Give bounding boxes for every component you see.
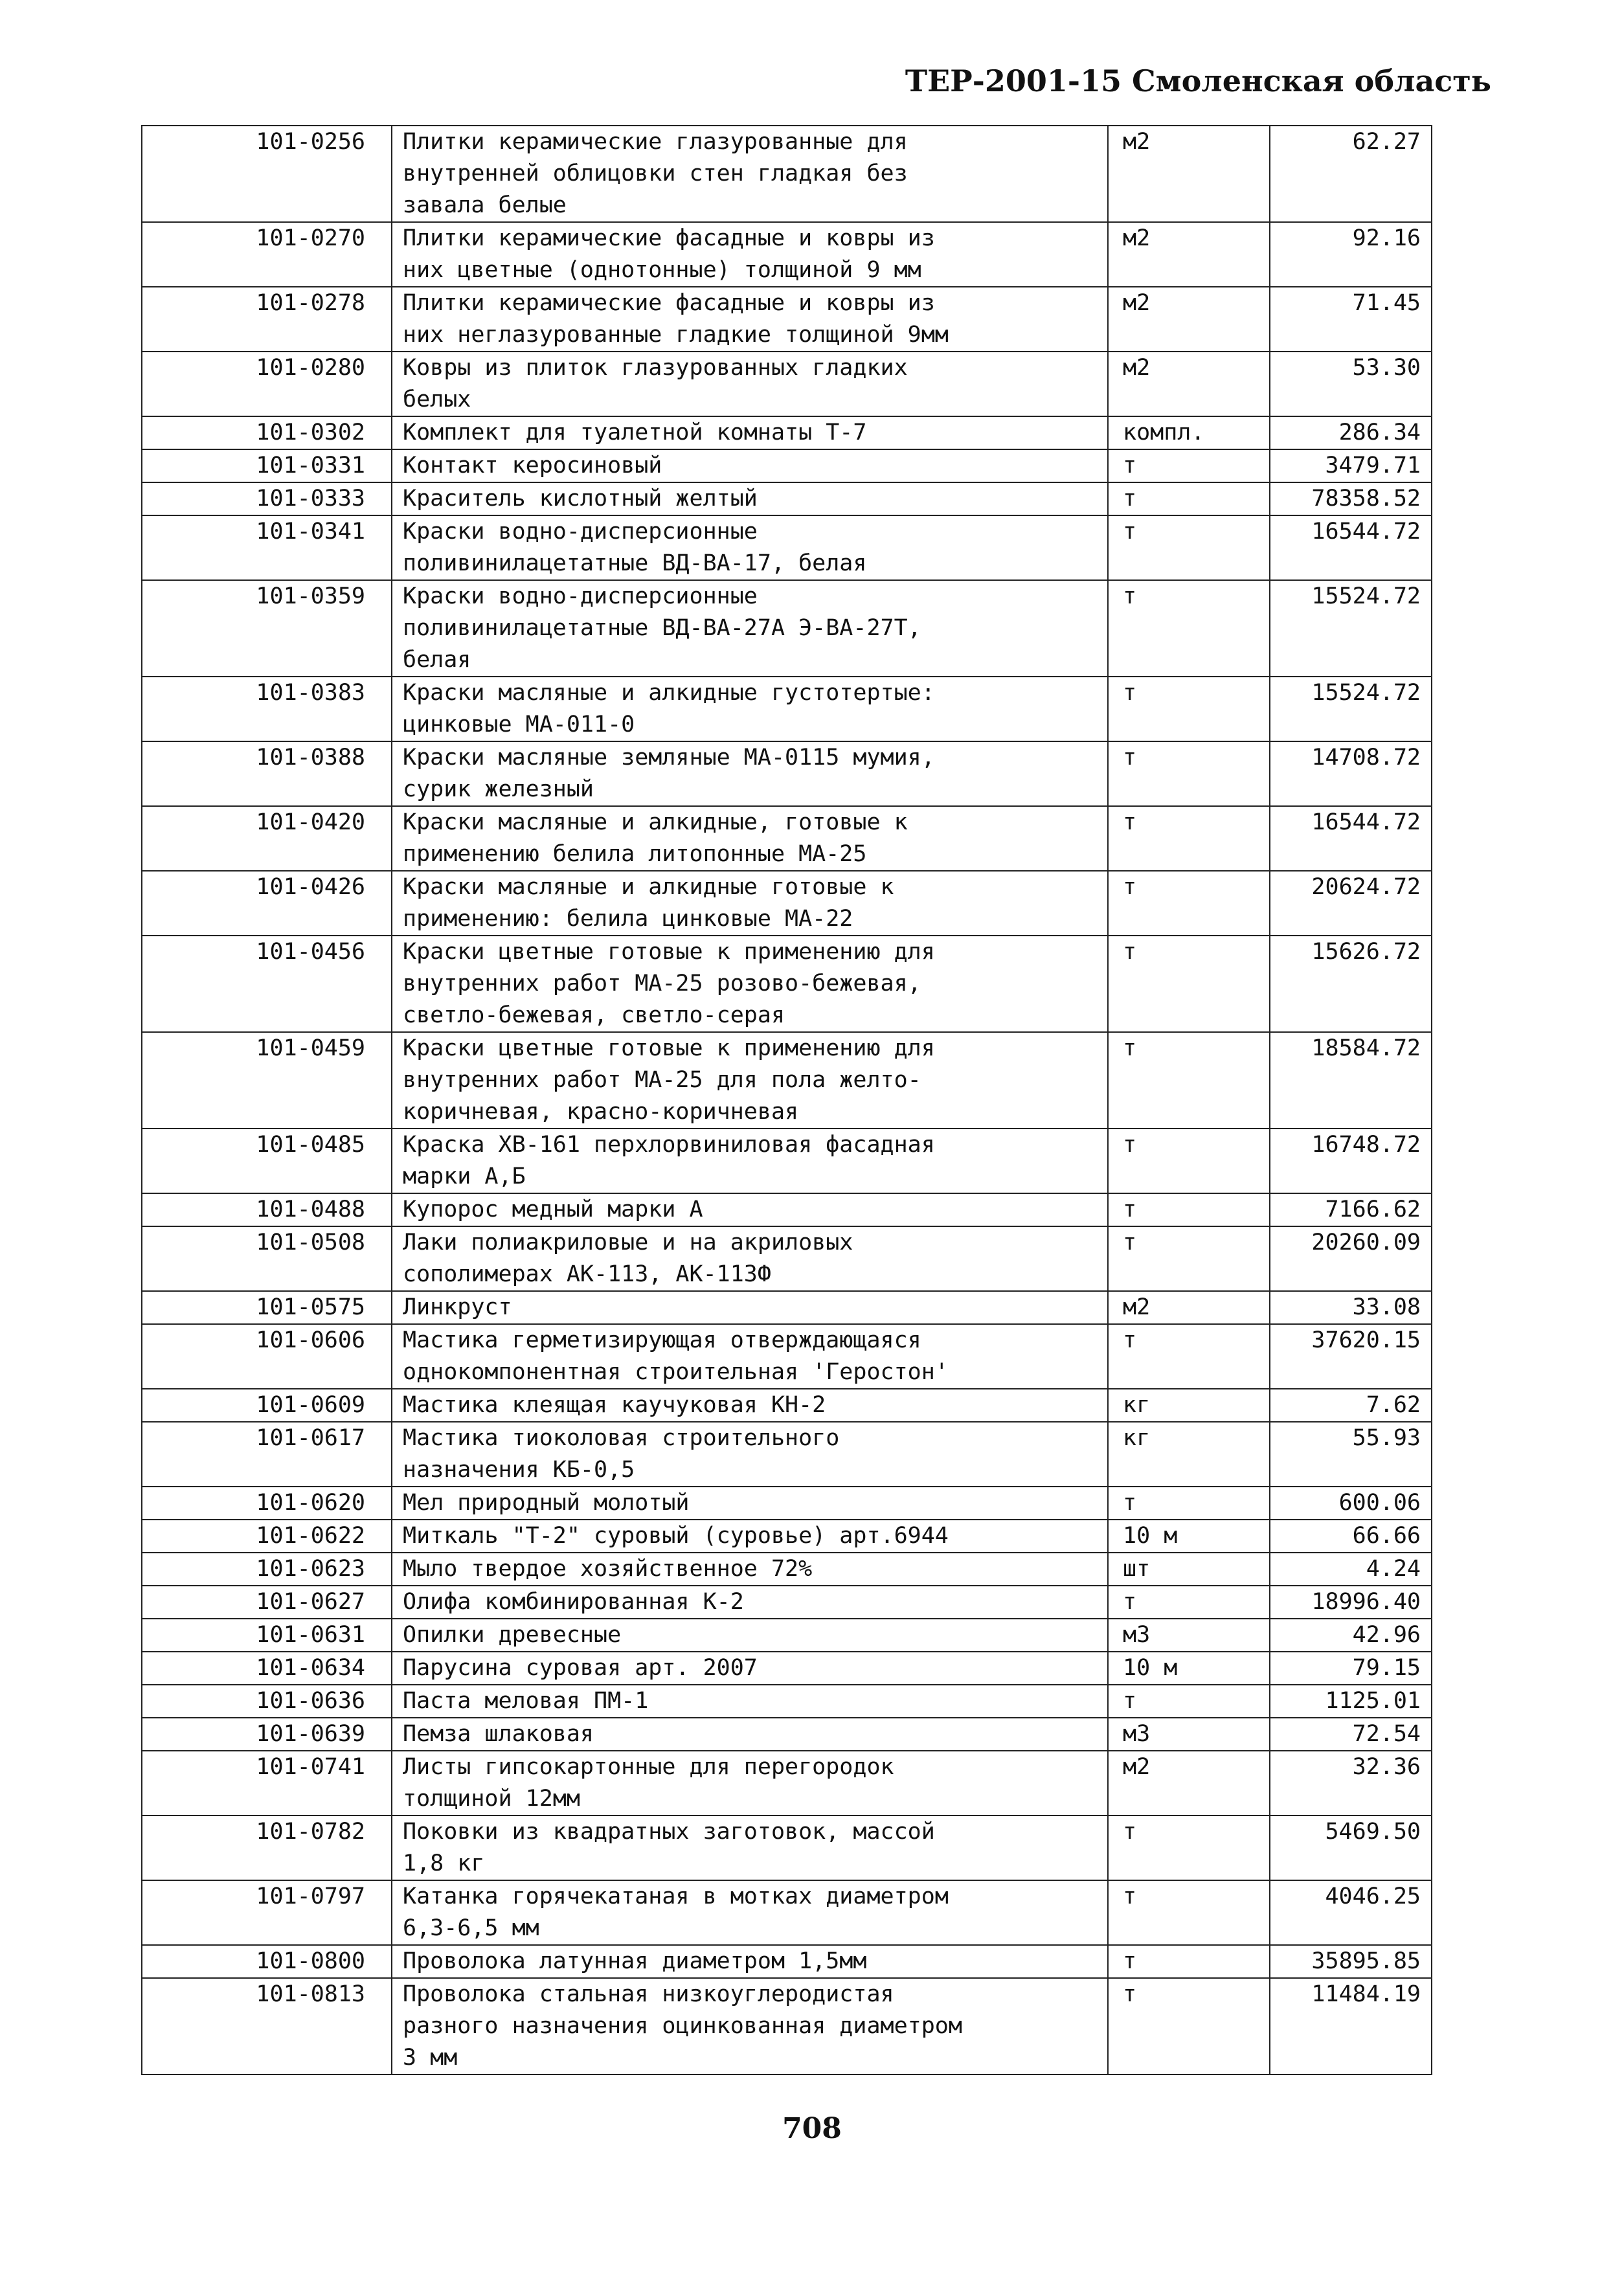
- name-cell: Проволока стальная низкоуглеродистая разного назначения оцинкованная диаметром 3 мм: [392, 1978, 1108, 2075]
- code-cell: 101-0280: [142, 352, 392, 416]
- code-cell: 101-0456: [142, 936, 392, 1032]
- code-cell: 101-0420: [142, 806, 392, 871]
- unit-cell: т: [1108, 1945, 1270, 1978]
- name-cell: Миткаль "Т-2" суровый (суровье) арт.6944: [392, 1520, 1108, 1553]
- code-cell: 101-0609: [142, 1389, 392, 1422]
- unit-cell: м2: [1108, 222, 1270, 287]
- table-row: [142, 1718, 1432, 1751]
- unit-cell: м3: [1108, 1718, 1270, 1751]
- price-cell: 92.16: [1270, 222, 1432, 287]
- table-row: [142, 871, 1432, 936]
- price-cell: 11484.19: [1270, 1978, 1432, 2075]
- name-cell: Комплект для туалетной комнаты Т-7: [392, 416, 1108, 449]
- code-cell: 101-0383: [142, 677, 392, 741]
- price-cell: 3479.71: [1270, 449, 1432, 482]
- code-cell: 101-0426: [142, 871, 392, 936]
- price-cell: 42.96: [1270, 1619, 1432, 1652]
- table-row: [142, 416, 1432, 449]
- table-row: [142, 126, 1432, 222]
- unit-cell: т: [1108, 1978, 1270, 2075]
- name-cell: Парусина суровая арт. 2007: [392, 1652, 1108, 1685]
- table-row: [142, 1487, 1432, 1520]
- unit-cell: т: [1108, 871, 1270, 936]
- name-cell: Лаки полиакриловые и на акриловых сополимерах АК-113, АК-113Ф: [392, 1226, 1108, 1291]
- table-row: [142, 1032, 1432, 1129]
- name-cell: Плитки керамические фасадные и ковры из них цветные (однотонные) толщиной 9 мм: [392, 222, 1108, 287]
- unit-cell: м2: [1108, 1751, 1270, 1816]
- price-cell: 79.15: [1270, 1652, 1432, 1685]
- unit-cell: т: [1108, 515, 1270, 580]
- name-cell: Опилки древесные: [392, 1619, 1108, 1652]
- price-cell: 5469.50: [1270, 1816, 1432, 1880]
- code-cell: 101-0741: [142, 1751, 392, 1816]
- table-row: [142, 1193, 1432, 1226]
- unit-cell: т: [1108, 1487, 1270, 1520]
- table-row: [142, 936, 1432, 1032]
- name-cell: Мастика клеящая каучуковая КН-2: [392, 1389, 1108, 1422]
- name-cell: Ковры из плиток глазурованных гладких белых: [392, 352, 1108, 416]
- name-cell: Плитки керамические фасадные и ковры из них неглазурованные гладкие толщиной 9мм: [392, 287, 1108, 352]
- table-row: [142, 1324, 1432, 1389]
- unit-cell: м3: [1108, 1619, 1270, 1652]
- table-row: [142, 1652, 1432, 1685]
- price-table: [141, 125, 1432, 2075]
- table-row: [142, 1291, 1432, 1324]
- unit-cell: т: [1108, 1880, 1270, 1945]
- unit-cell: т: [1108, 1129, 1270, 1193]
- price-cell: 1125.01: [1270, 1685, 1432, 1718]
- price-cell: 7.62: [1270, 1389, 1432, 1422]
- name-cell: Краски цветные готовые к применению для внутренних работ МА-25 для пола желто- коричневая, красно-коричневая: [392, 1032, 1108, 1129]
- name-cell: Мыло твердое хозяйственное 72%: [392, 1553, 1108, 1586]
- unit-cell: 10 м: [1108, 1520, 1270, 1553]
- table-row: [142, 1586, 1432, 1619]
- unit-cell: т: [1108, 1032, 1270, 1129]
- name-cell: Краски масляные земляные МА-0115 мумия, сурик железный: [392, 741, 1108, 806]
- price-cell: 62.27: [1270, 126, 1432, 222]
- name-cell: Краситель кислотный желтый: [392, 482, 1108, 515]
- price-cell: 53.30: [1270, 352, 1432, 416]
- price-cell: 16544.72: [1270, 806, 1432, 871]
- price-cell: 18584.72: [1270, 1032, 1432, 1129]
- table-row: [142, 482, 1432, 515]
- table-row: [142, 580, 1432, 677]
- price-cell: 16748.72: [1270, 1129, 1432, 1193]
- table-row: [142, 287, 1432, 352]
- unit-cell: т: [1108, 1324, 1270, 1389]
- price-cell: 35895.85: [1270, 1945, 1432, 1978]
- unit-cell: т: [1108, 1586, 1270, 1619]
- unit-cell: т: [1108, 1816, 1270, 1880]
- unit-cell: м2: [1108, 287, 1270, 352]
- page-number: 708: [782, 2112, 842, 2145]
- price-table-body: [142, 126, 1432, 2075]
- price-cell: 15524.72: [1270, 677, 1432, 741]
- table-row: [142, 1520, 1432, 1553]
- code-cell: 101-0606: [142, 1324, 392, 1389]
- code-cell: 101-0639: [142, 1718, 392, 1751]
- name-cell: Поковки из квадратных заготовок, массой 1,8 кг: [392, 1816, 1108, 1880]
- table-row: [142, 1422, 1432, 1487]
- name-cell: Плитки керамические глазурованные для внутренней облицовки стен гладкая без завала белые: [392, 126, 1108, 222]
- price-cell: 20624.72: [1270, 871, 1432, 936]
- code-cell: 101-0256: [142, 126, 392, 222]
- code-cell: 101-0634: [142, 1652, 392, 1685]
- unit-cell: 10 м: [1108, 1652, 1270, 1685]
- code-cell: 101-0270: [142, 222, 392, 287]
- name-cell: Пемза шлаковая: [392, 1718, 1108, 1751]
- code-cell: 101-0278: [142, 287, 392, 352]
- table-row: [142, 1945, 1432, 1978]
- name-cell: Краска ХВ-161 перхлорвиниловая фасадная марки А,Б: [392, 1129, 1108, 1193]
- code-cell: 101-0800: [142, 1945, 392, 1978]
- price-cell: 33.08: [1270, 1291, 1432, 1324]
- table-row: [142, 1751, 1432, 1816]
- code-cell: 101-0636: [142, 1685, 392, 1718]
- code-cell: 101-0485: [142, 1129, 392, 1193]
- code-cell: 101-0622: [142, 1520, 392, 1553]
- unit-cell: т: [1108, 1226, 1270, 1291]
- unit-cell: т: [1108, 1685, 1270, 1718]
- name-cell: Краски водно-дисперсионные поливинилацетатные ВД-ВА-27А Э-ВА-27Т, белая: [392, 580, 1108, 677]
- price-cell: 600.06: [1270, 1487, 1432, 1520]
- price-cell: 18996.40: [1270, 1586, 1432, 1619]
- name-cell: Паста меловая ПМ-1: [392, 1685, 1108, 1718]
- table-row: [142, 222, 1432, 287]
- name-cell: Краски масляные и алкидные, готовые к применению белила литопонные МА-25: [392, 806, 1108, 871]
- name-cell: Краски масляные и алкидные готовые к применению: белила цинковые МА-22: [392, 871, 1108, 936]
- code-cell: 101-0341: [142, 515, 392, 580]
- table-row: [142, 1553, 1432, 1586]
- unit-cell: компл.: [1108, 416, 1270, 449]
- code-cell: 101-0617: [142, 1422, 392, 1487]
- code-cell: 101-0459: [142, 1032, 392, 1129]
- table-row: [142, 515, 1432, 580]
- table-row: [142, 449, 1432, 482]
- code-cell: 101-0331: [142, 449, 392, 482]
- table-row: [142, 677, 1432, 741]
- price-cell: 4.24: [1270, 1553, 1432, 1586]
- code-cell: 101-0508: [142, 1226, 392, 1291]
- table-row: [142, 1816, 1432, 1880]
- price-cell: 15626.72: [1270, 936, 1432, 1032]
- unit-cell: т: [1108, 806, 1270, 871]
- unit-cell: т: [1108, 677, 1270, 741]
- name-cell: Мастика тиоколовая строительного назначения КБ-0,5: [392, 1422, 1108, 1487]
- table-row: [142, 1978, 1432, 2075]
- price-cell: 16544.72: [1270, 515, 1432, 580]
- name-cell: Линкруст: [392, 1291, 1108, 1324]
- name-cell: Краски масляные и алкидные густотертые: цинковые МА-011-0: [392, 677, 1108, 741]
- unit-cell: т: [1108, 449, 1270, 482]
- unit-cell: м2: [1108, 126, 1270, 222]
- unit-cell: т: [1108, 580, 1270, 677]
- table-row: [142, 1129, 1432, 1193]
- unit-cell: т: [1108, 936, 1270, 1032]
- price-cell: 66.66: [1270, 1520, 1432, 1553]
- price-cell: 55.93: [1270, 1422, 1432, 1487]
- name-cell: Мастика герметизирующая отверждающаяся однокомпонентная строительная 'Геростон': [392, 1324, 1108, 1389]
- unit-cell: т: [1108, 741, 1270, 806]
- price-cell: 14708.72: [1270, 741, 1432, 806]
- price-cell: 15524.72: [1270, 580, 1432, 677]
- name-cell: Катанка горячекатаная в мотках диаметром 6,3-6,5 мм: [392, 1880, 1108, 1945]
- name-cell: Проволока латунная диаметром 1,5мм: [392, 1945, 1108, 1978]
- code-cell: 101-0797: [142, 1880, 392, 1945]
- code-cell: 101-0575: [142, 1291, 392, 1324]
- code-cell: 101-0359: [142, 580, 392, 677]
- price-cell: 71.45: [1270, 287, 1432, 352]
- unit-cell: кг: [1108, 1422, 1270, 1487]
- name-cell: Мел природный молотый: [392, 1487, 1108, 1520]
- name-cell: Краски водно-дисперсионные поливинилацетатные ВД-ВА-17, белая: [392, 515, 1108, 580]
- name-cell: Контакт керосиновый: [392, 449, 1108, 482]
- code-cell: 101-0813: [142, 1978, 392, 2075]
- price-cell: 37620.15: [1270, 1324, 1432, 1389]
- unit-cell: т: [1108, 482, 1270, 515]
- table-row: [142, 1880, 1432, 1945]
- table-row: [142, 1389, 1432, 1422]
- name-cell: Краски цветные готовые к применению для внутренних работ МА-25 розово-бежевая, светло-бежевая, светло-серая: [392, 936, 1108, 1032]
- price-cell: 32.36: [1270, 1751, 1432, 1816]
- code-cell: 101-0620: [142, 1487, 392, 1520]
- name-cell: Купорос медный марки А: [392, 1193, 1108, 1226]
- table-row: [142, 1226, 1432, 1291]
- unit-cell: шт: [1108, 1553, 1270, 1586]
- code-cell: 101-0488: [142, 1193, 392, 1226]
- table-row: [142, 352, 1432, 416]
- unit-cell: т: [1108, 1193, 1270, 1226]
- price-cell: 4046.25: [1270, 1880, 1432, 1945]
- code-cell: 101-0302: [142, 416, 392, 449]
- price-cell: 20260.09: [1270, 1226, 1432, 1291]
- name-cell: Листы гипсокартонные для перегородок толщиной 12мм: [392, 1751, 1108, 1816]
- price-cell: 72.54: [1270, 1718, 1432, 1751]
- code-cell: 101-0623: [142, 1553, 392, 1586]
- table-row: [142, 1619, 1432, 1652]
- code-cell: 101-0627: [142, 1586, 392, 1619]
- table-row: [142, 1685, 1432, 1718]
- page-header: ТЕР-2001-15 Смоленская область: [905, 63, 1491, 98]
- table-row: [142, 806, 1432, 871]
- price-cell: 7166.62: [1270, 1193, 1432, 1226]
- price-cell: 78358.52: [1270, 482, 1432, 515]
- code-cell: 101-0333: [142, 482, 392, 515]
- code-cell: 101-0631: [142, 1619, 392, 1652]
- code-cell: 101-0782: [142, 1816, 392, 1880]
- price-cell: 286.34: [1270, 416, 1432, 449]
- unit-cell: м2: [1108, 1291, 1270, 1324]
- code-cell: 101-0388: [142, 741, 392, 806]
- unit-cell: м2: [1108, 352, 1270, 416]
- price-table-container: [141, 125, 1431, 2075]
- unit-cell: кг: [1108, 1389, 1270, 1422]
- name-cell: Олифа комбинированная К-2: [392, 1586, 1108, 1619]
- table-row: [142, 741, 1432, 806]
